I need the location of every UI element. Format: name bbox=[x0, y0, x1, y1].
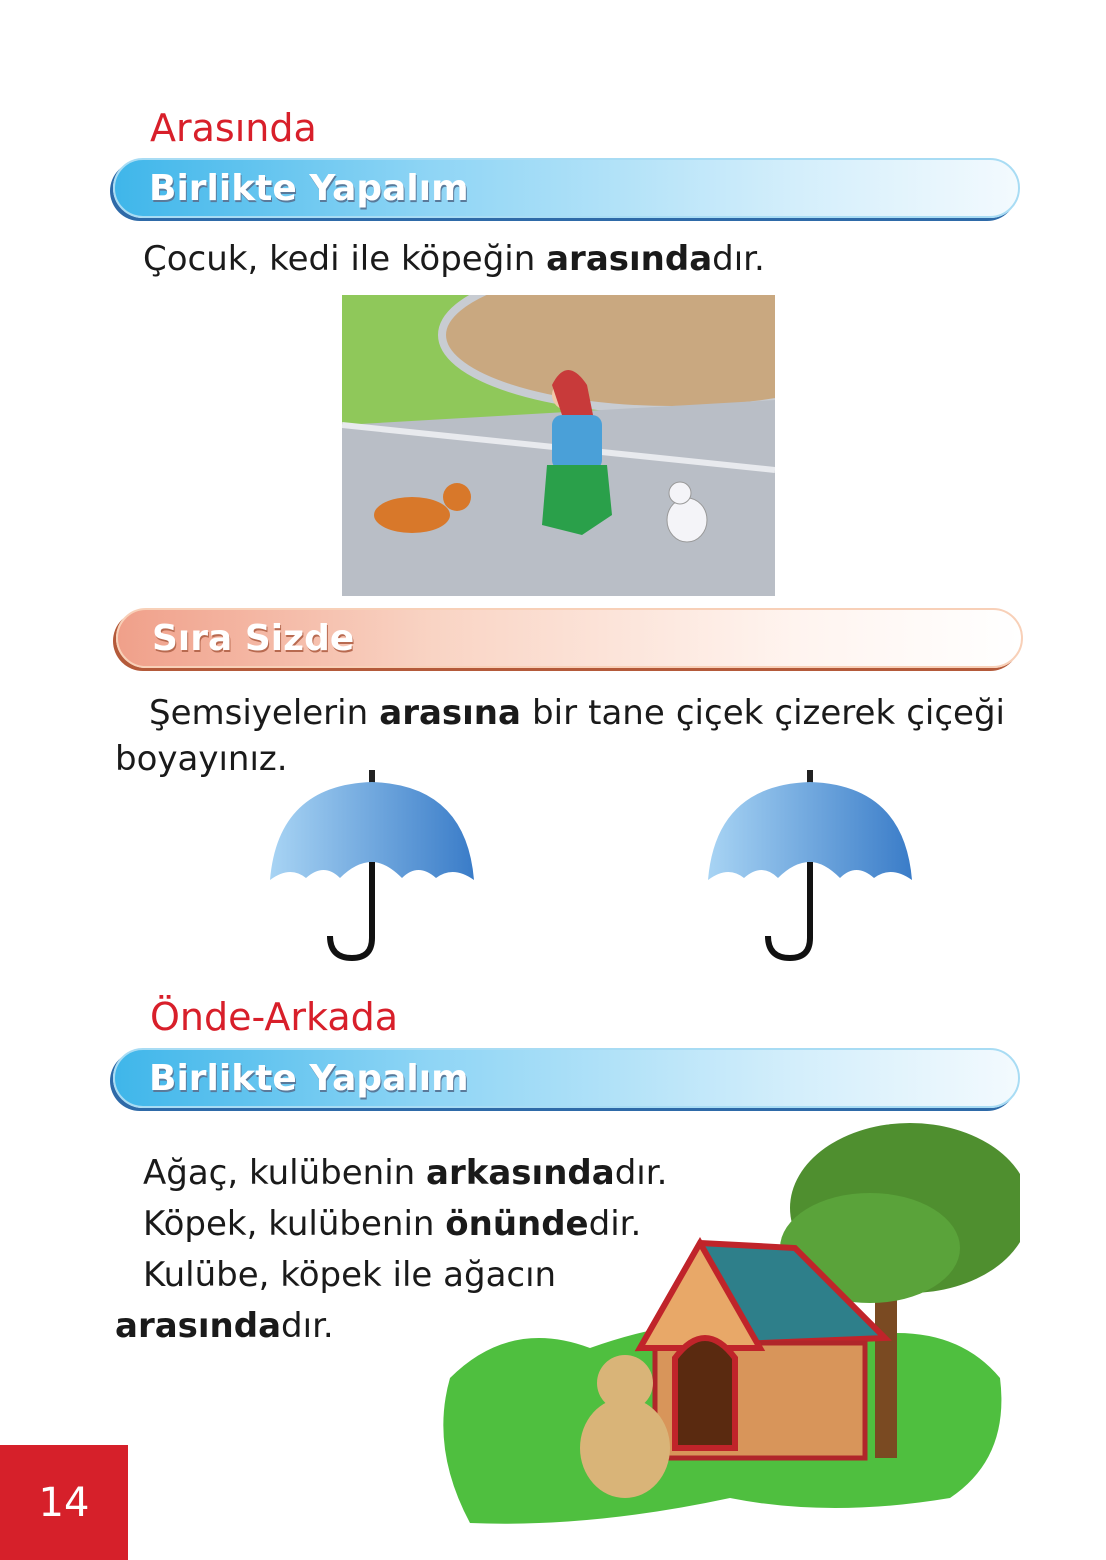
text: Çocuk, kedi ile köpeğin bbox=[143, 239, 547, 279]
text: Ağaç, kulübenin bbox=[143, 1153, 427, 1193]
text: Köpek, kulübenin bbox=[143, 1204, 446, 1244]
bold-word: arkasında bbox=[426, 1153, 615, 1193]
umbrella-left-icon bbox=[268, 770, 478, 965]
page-number: 14 bbox=[0, 1445, 128, 1560]
umbrella-right-icon bbox=[706, 770, 916, 965]
section-title-arasinda: Arasında bbox=[150, 106, 317, 150]
banner-sira-sizde: Sıra Sizde bbox=[116, 608, 1023, 668]
text: dır. bbox=[614, 1153, 668, 1193]
bold-word: arasında bbox=[546, 239, 713, 279]
banner-birlikte-yapalim: Birlikte Yapalım bbox=[113, 158, 1020, 218]
text: Kulübe, köpek ile ağacın bbox=[143, 1255, 557, 1295]
bold-word: arasına bbox=[379, 693, 521, 733]
illustration-doghouse-tree-dog bbox=[430, 1118, 1020, 1533]
example-sentence bbox=[143, 234, 765, 285]
illustration-girl-dog-cat bbox=[342, 295, 775, 596]
text: bir tane çiçek çizerek çiçeği boyayınız. bbox=[115, 693, 1005, 779]
bold-word: önünde bbox=[445, 1204, 589, 1244]
text: dır. bbox=[281, 1306, 334, 1346]
text: Şemsiyelerin bbox=[149, 693, 380, 733]
text: dır. bbox=[712, 239, 765, 279]
text: dir. bbox=[588, 1204, 642, 1244]
bold-word: arasında bbox=[115, 1306, 282, 1346]
section-title-onde-arkada: Önde-Arkada bbox=[150, 995, 399, 1039]
activity-instruction bbox=[115, 690, 1005, 782]
banner-birlikte-yapalim-2: Birlikte Yapalım bbox=[113, 1048, 1020, 1108]
